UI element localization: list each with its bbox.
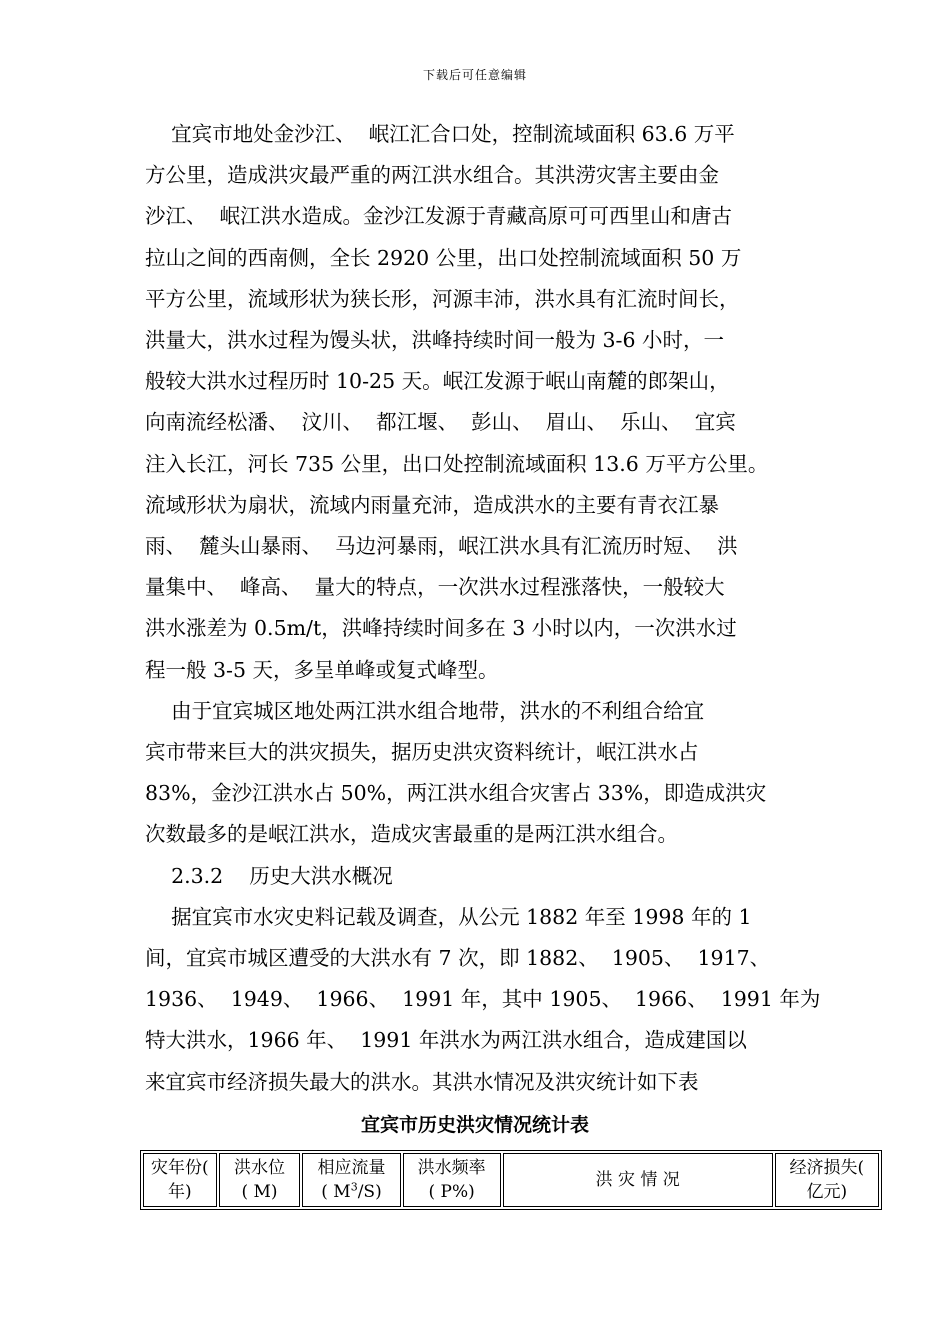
body-line: 量集中、 峰高、 量大的特点，一次洪水过程涨落快，一般较大 [145,575,725,600]
body-line: 注入长江，河长 735 公里，出口处控制流域面积 13.6 万平方公里。 [145,451,769,476]
header-discharge: 相应流量 ( $M^3/S$) [302,1153,400,1207]
table-header-row [143,1153,879,1207]
body-line: 洪量大，洪水过程为馒头状，洪峰持续时间一般为 3-6 小时，一 [145,328,725,352]
body-line: 来宜宾市经济损失最大的洪水。其洪水情况及洪灾统计如下表 [145,1069,699,1094]
body-line: 间，宜宾市城区遭受的大洪水有 7 次，即 1882、 1905、 1917、 [145,946,771,970]
header-year: 灾年份( 年) [143,1153,217,1207]
body-line: 83%，金沙江洪水占 50%，两江洪水组合灾害占 33%，即造成洪灾 [145,781,767,806]
body-line: 般较大洪水过程历时 10-25 天。岷江发源于岷山南麓的郎架山， [145,369,730,394]
body-line: 2.3.2 历史大洪水概况 [145,863,393,888]
body-line: 1936、 1949、 1966、 1991 年，其中 1905、 1966、 1991 年为 [145,987,821,1012]
flood-statistics-table [140,1150,882,1210]
body-line: 由于宜宾城区地处两江洪水组合地带，洪水的不利组合给宜 [145,698,705,723]
header-flood-situation: 洪 灾 情 况 [503,1153,773,1207]
header-economic-loss: 经济损失( 亿元) [775,1153,879,1207]
body-line: 次数最多的是岷江洪水，造成灾害最重的是两江洪水组合。 [145,822,678,847]
body-line: 平方公里，流域形状为狭长形，河源丰沛，洪水具有汇流时间长， [145,286,740,311]
body-line: 程一般 3-5 天，多呈单峰或复式峰型。 [145,657,499,682]
body-line: 宾市带来巨大的洪灾损失，据历史洪灾资料统计，岷江洪水占 [145,740,699,764]
body-line: 流域形状为扇状，流域内雨量充沛，造成洪水的主要有青衣江暴 [145,492,719,517]
body-line: 宜宾市地处金沙江、 岷江汇合口处，控制流域面积 63.6 万平 [145,122,735,146]
header-frequency: 洪水频率 ( P%) [403,1153,501,1207]
body-line: 雨、 麓头山暴雨、 马边河暴雨，岷江洪水具有汇流历时短、 洪 [145,534,738,558]
body-line: 特大洪水，1966 年、 1991 年洪水为两江洪水组合，造成建国以 [145,1028,747,1053]
page-header: 下载后可任意编辑 [422,68,527,82]
body-line: 洪水涨差为 0.5m/t，洪峰持续时间多在 3 小时以内，一次洪水过 [145,616,737,641]
body-line: 拉山之间的西南侧，全长 2920 公里，出口处控制流域面积 50 万 [145,245,742,270]
header-water-level: 洪水位 ( M) [219,1153,301,1207]
table-title: 宜宾市历史洪灾情况统计表 [360,1114,589,1136]
body-line: 据宜宾市水灾史料记载及调查，从公元 1882 年至 1998 年的 1 [145,904,752,929]
body-line: 沙江、 岷江洪水造成。金沙江发源于青藏高原可可西里山和唐古 [145,204,733,229]
body-line: 方公里，造成洪灾最严重的两江洪水组合。其洪涝灾害主要由金 [145,163,719,188]
body-line: 向南流经松潘、 汶川、 都江堰、 彭山、 眉山、 乐山、 宜宾 [145,410,736,435]
